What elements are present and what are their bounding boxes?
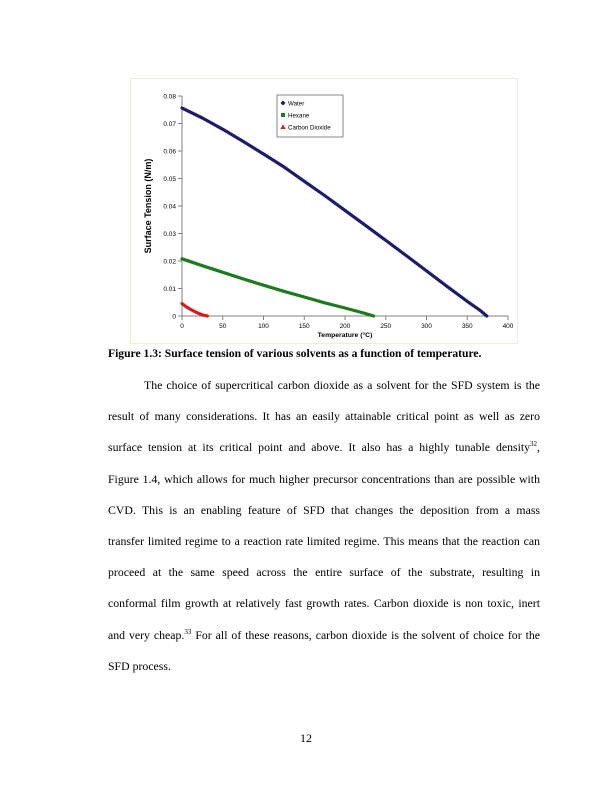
- text-segment: ,: [537, 440, 540, 455]
- legend-label: Carbon Dioxide: [288, 124, 331, 132]
- figure-chart: [130, 78, 518, 344]
- y-tick-label: 0.02: [163, 258, 176, 266]
- series-line-carbon-dioxide: [182, 304, 207, 316]
- y-tick-label: 0.01: [163, 286, 176, 293]
- text-line: proceed at the same speed across the entire surface of the substrate, resulting in: [108, 565, 540, 580]
- y-tick-label: 0.07: [163, 121, 176, 128]
- series-line-water: [182, 108, 487, 316]
- text-segment: For all of these reasons, carbon dioxide is the solvent of choice for the: [191, 627, 540, 642]
- y-tick-label: 0.03: [163, 231, 176, 238]
- text-line: Figure 1.4, which allows for much higher precursor concentrations than are possible with: [108, 471, 540, 486]
- x-tick-label: 0: [180, 323, 184, 330]
- text-line: [108, 620, 540, 651]
- legend-label: Hexane: [288, 112, 310, 120]
- y-tick-label: 0.06: [163, 148, 176, 156]
- y-tick-label: 0: [172, 313, 176, 321]
- page-number: 12: [300, 731, 312, 745]
- y-axis-label: Surface Tension (N/m): [143, 158, 153, 254]
- x-tick-label: 50: [219, 323, 227, 330]
- legend-marker-square: [281, 113, 285, 117]
- body-paragraph: [108, 370, 540, 682]
- x-tick-label: 200: [339, 323, 351, 330]
- figure-caption: Figure 1.3: Surface tension of various solvents as a function of temperature.: [108, 347, 482, 360]
- series-line-hexane: [182, 259, 374, 316]
- x-tick-label: 300: [421, 323, 432, 330]
- text-segment: and very cheap.: [108, 627, 185, 642]
- text-line: transfer limited regime to a reaction rate limited regime. This means that the reaction can: [108, 533, 540, 548]
- text-segment: surface tension at its critical point and above. It also has a highly tunable density: [108, 440, 531, 455]
- citation-superscript: 33: [184, 627, 192, 636]
- x-tick-label: 100: [258, 323, 269, 330]
- x-tick-label: 150: [298, 323, 310, 330]
- text-line: result of many considerations. It has an easily attainable critical point as well as zero: [108, 409, 540, 424]
- x-tick-label: 400: [502, 323, 514, 330]
- y-tick-label: 0.08: [163, 93, 176, 101]
- surface-tension-chart: [131, 79, 519, 345]
- citation-superscript: 32: [530, 440, 538, 449]
- text-line: conformal film growth at relatively fast growth rates. Carbon dioxide is non toxic, inert: [108, 596, 540, 611]
- x-tick-label: 250: [380, 323, 392, 330]
- text-line: CVD. This is an enabling feature of SFD that changes the deposition from a mass: [108, 502, 540, 517]
- x-tick-label: 350: [461, 323, 473, 330]
- text-line: The choice of supercritical carbon dioxide as a solvent for the SFD system is the: [144, 378, 540, 392]
- y-tick-label: 0.04: [163, 203, 176, 211]
- legend-label: Water: [288, 100, 305, 108]
- text-line: [108, 432, 540, 463]
- x-axis-label: Temperature (°C): [317, 332, 373, 339]
- text-line: SFD process.: [108, 658, 171, 673]
- y-tick-label: 0.05: [163, 176, 176, 183]
